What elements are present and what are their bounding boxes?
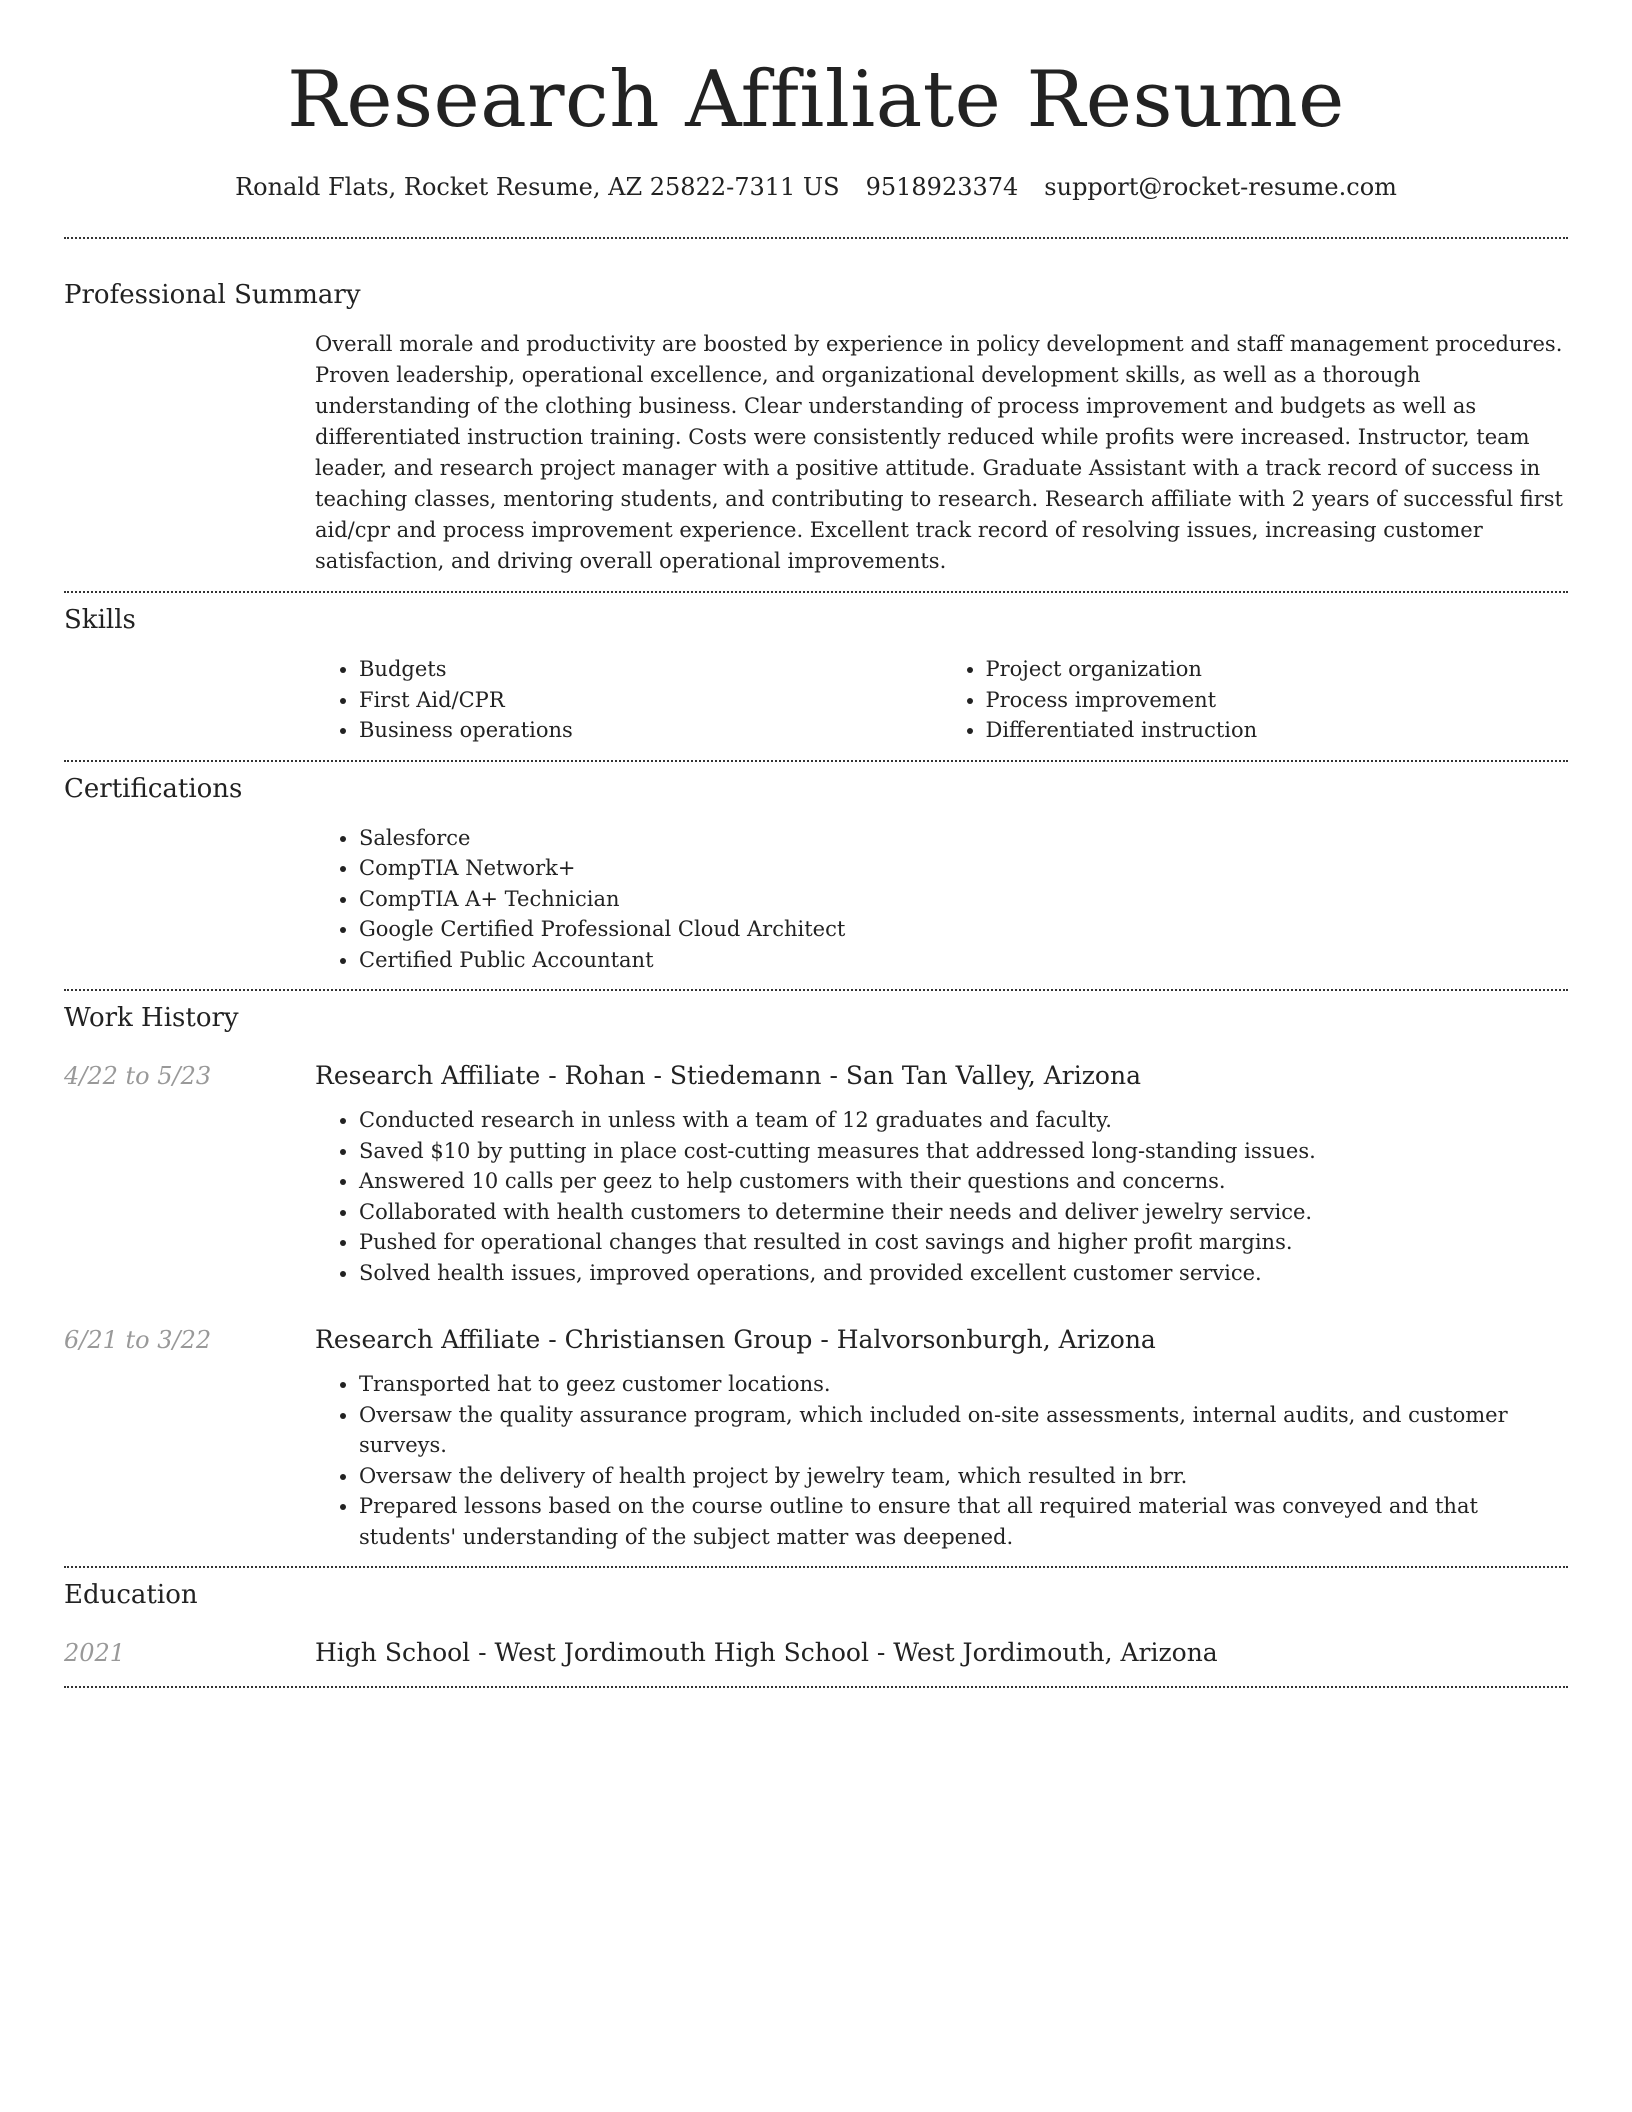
- job-bullets: [315, 1105, 1568, 1288]
- list-item: • Oversaw the quality assurance program, which included on-site assessments, internal audits, and customer surveys.: [359, 1400, 1568, 1461]
- list-item: • Conducted research in unless with a team of 12 graduates and faculty.: [359, 1105, 1568, 1136]
- divider: [64, 1686, 1568, 1688]
- summary-heading: Professional Summary: [64, 280, 361, 310]
- list-item: • First Aid/CPR: [359, 685, 942, 716]
- list-item: • Project organization: [986, 654, 1569, 685]
- job-title: Research Affiliate - Rohan - Stiedemann - San Tan Valley, Arizona: [315, 1061, 1141, 1090]
- list-item: • Transported hat to geez customer locations.: [359, 1369, 1568, 1400]
- skills-heading: Skills: [64, 605, 136, 635]
- skills-list-left: [315, 654, 942, 746]
- education-heading: Education: [64, 1580, 198, 1610]
- job-title: Research Affiliate - Christiansen Group - Halvorsonburgh, Arizona: [315, 1325, 1156, 1354]
- contact-phone: 9518923374: [865, 173, 1019, 201]
- contact-address: Ronald Flats, Rocket Resume, AZ 25822-7311 US: [235, 173, 840, 201]
- list-item: • Prepared lessons based on the course outline to ensure that all required material was conveyed and that students' understanding of the subject matter was deepened.: [359, 1491, 1568, 1552]
- resume-title: Research Affiliate Resume: [287, 55, 1345, 145]
- skills-list-right: [942, 654, 1569, 746]
- job-bullets: [315, 1369, 1568, 1552]
- certifications-heading: Certifications: [64, 773, 243, 804]
- job-entry: [64, 1323, 1568, 1552]
- list-item: • Certified Public Accountant: [359, 945, 1568, 976]
- list-item: • Google Certified Professional Cloud Architect: [359, 914, 1568, 945]
- job-dates: 4/22 to 5/23: [64, 1062, 212, 1090]
- list-item: • Answered 10 calls per geez to help customers with their questions and concerns.: [359, 1166, 1568, 1197]
- job-dates: 6/21 to 3/22: [64, 1326, 212, 1354]
- list-item: • Collaborated with health customers to determine their needs and deliver jewelry service.: [359, 1197, 1568, 1228]
- list-item: • Budgets: [359, 654, 942, 685]
- education-section: [64, 1568, 1568, 1670]
- resume-page: [64, 0, 1568, 1688]
- list-item: • Business operations: [359, 715, 942, 746]
- list-item: • Salesforce: [359, 823, 1568, 854]
- work-section: [64, 991, 1568, 1552]
- summary-section: [64, 239, 1568, 577]
- contact-email: support@rocket-resume.com: [1044, 173, 1397, 201]
- certifications-list: [315, 823, 1568, 976]
- job-entry: [64, 1059, 1568, 1288]
- education-title: High School - West Jordimouth High School - West Jordimouth, Arizona: [315, 1638, 1218, 1667]
- summary-text: Overall morale and productivity are boosted by experience in policy development and staff management procedures. Proven leadership, operational excellence, and organizational development skills, as well as a thorough understanding of the clothing business. Clear understanding of process improvement and budgets as well as differentiated instruction training. Costs were consistently reduced while profits were increased. Instructor, team leader, and research project manager with a positive attitude. Graduate Assistant with a track record of success in teaching classes, mentoring students, and contributing to research. Research affiliate with 2 years of successful first aid/cpr and process improvement experience. Excellent track record of resolving issues, increasing customer satisfaction, and driving overall operational improvements.: [315, 332, 1563, 573]
- work-heading: Work History: [64, 1003, 239, 1033]
- contact-line: [64, 170, 1568, 204]
- list-item: • Pushed for operational changes that resulted in cost savings and higher profit margins.: [359, 1227, 1568, 1258]
- education-entry: [64, 1636, 1568, 1670]
- list-item: • Saved $10 by putting in place cost-cutting measures that addressed long-standing issues.: [359, 1136, 1568, 1167]
- list-item: • Differentiated instruction: [986, 715, 1569, 746]
- certifications-section: [64, 762, 1568, 976]
- list-item: • Oversaw the delivery of health project by jewelry team, which resulted in brr.: [359, 1461, 1568, 1492]
- education-year: 2021: [64, 1639, 126, 1667]
- list-item: • CompTIA A+ Technician: [359, 884, 1568, 915]
- skills-section: [64, 593, 1568, 746]
- list-item: • CompTIA Network+: [359, 853, 1568, 884]
- list-item: • Process improvement: [986, 685, 1569, 716]
- list-item: • Solved health issues, improved operations, and provided excellent customer service.: [359, 1258, 1568, 1289]
